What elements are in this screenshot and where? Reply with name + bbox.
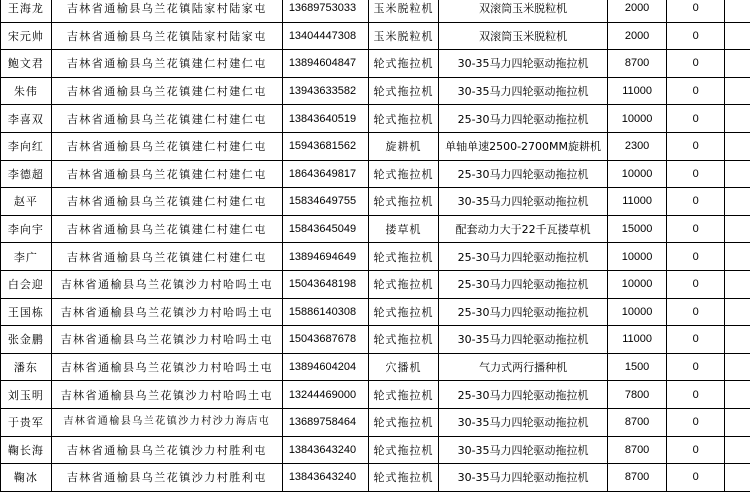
- empty-cell: [725, 270, 750, 298]
- machine-type-cell: 穴播机: [368, 353, 439, 381]
- table-row: [1, 105, 750, 133]
- empty-cell: [725, 326, 750, 354]
- farmer-name-cell: 李广: [1, 243, 52, 271]
- table-body: [1, 0, 750, 491]
- machine-type-cell: 轮式拖拉机: [368, 326, 439, 354]
- machine-model-cell: 双滚筒玉米脱粒机: [439, 22, 607, 50]
- table-row: [1, 408, 750, 436]
- machine-model-cell: 25-30马力四轮驱动拖拉机: [439, 298, 607, 326]
- address-cell: 吉林省通榆县乌兰花镇建仁村建仁屯: [51, 215, 282, 243]
- extra-cell: 0: [667, 50, 725, 78]
- machine-model-cell: 30-35马力四轮驱动拖拉机: [439, 408, 607, 436]
- table-row: [1, 215, 750, 243]
- address-cell: 吉林省通榆县乌兰花镇建仁村建仁屯: [51, 160, 282, 188]
- machine-type-cell: 轮式拖拉机: [368, 160, 439, 188]
- address-cell: 吉林省通榆县乌兰花镇建仁村建仁屯: [51, 243, 282, 271]
- phone-cell: 13894694649: [282, 243, 368, 271]
- farmer-name-cell: 李向红: [1, 132, 52, 160]
- table-row: [1, 160, 750, 188]
- machine-type-cell: 轮式拖拉机: [368, 243, 439, 271]
- extra-cell: 0: [667, 160, 725, 188]
- address-cell: 吉林省通榆县乌兰花镇沙力村哈吗土屯: [51, 381, 282, 409]
- farmer-name-cell: 李向宇: [1, 215, 52, 243]
- machine-type-cell: 旋耕机: [368, 132, 439, 160]
- amount-cell: 8700: [607, 464, 667, 492]
- phone-cell: 13894604847: [282, 50, 368, 78]
- machine-type-cell: 轮式拖拉机: [368, 105, 439, 133]
- machine-type-cell: 轮式拖拉机: [368, 381, 439, 409]
- address-cell: 吉林省通榆县乌兰花镇建仁村建仁屯: [51, 77, 282, 105]
- table-row: [1, 381, 750, 409]
- machine-type-cell: 轮式拖拉机: [368, 188, 439, 216]
- address-cell: 吉林省通榆县乌兰花镇沙力村哈吗土屯: [51, 298, 282, 326]
- address-cell: 吉林省通榆县乌兰花镇沙力村哈吗土屯: [51, 326, 282, 354]
- machine-type-cell: 轮式拖拉机: [368, 464, 439, 492]
- phone-cell: 13894604204: [282, 353, 368, 381]
- table-row: [1, 22, 750, 50]
- extra-cell: 0: [667, 298, 725, 326]
- extra-cell: 0: [667, 270, 725, 298]
- machine-model-cell: 25-30马力四轮驱动拖拉机: [439, 381, 607, 409]
- extra-cell: 0: [667, 22, 725, 50]
- phone-cell: 15043648198: [282, 270, 368, 298]
- table-row: [1, 464, 750, 492]
- extra-cell: 0: [667, 0, 725, 22]
- extra-cell: 0: [667, 215, 725, 243]
- machine-type-cell: 轮式拖拉机: [368, 50, 439, 78]
- phone-cell: 15834649755: [282, 188, 368, 216]
- machine-model-cell: 25-30马力四轮驱动拖拉机: [439, 105, 607, 133]
- table-row: [1, 298, 750, 326]
- farmer-name-cell: 鞠冰: [1, 464, 52, 492]
- phone-cell: 13689753033: [282, 0, 368, 22]
- amount-cell: 11000: [607, 326, 667, 354]
- address-cell: 吉林省通榆县乌兰花镇沙力村胜利屯: [51, 436, 282, 464]
- empty-cell: [725, 22, 750, 50]
- machine-model-cell: 25-30马力四轮驱动拖拉机: [439, 243, 607, 271]
- phone-cell: 18643649817: [282, 160, 368, 188]
- empty-cell: [725, 243, 750, 271]
- table-row: [1, 243, 750, 271]
- table-row: [1, 326, 750, 354]
- address-cell: 吉林省通榆县乌兰花镇沙力村哈吗土屯: [51, 270, 282, 298]
- machine-model-cell: 25-30马力四轮驱动拖拉机: [439, 270, 607, 298]
- machine-type-cell: 轮式拖拉机: [368, 77, 439, 105]
- machine-type-cell: 轮式拖拉机: [368, 270, 439, 298]
- address-cell: 吉林省通榆县乌兰花镇建仁村建仁屯: [51, 188, 282, 216]
- empty-cell: [725, 188, 750, 216]
- machine-type-cell: 玉米脱粒机: [368, 22, 439, 50]
- table-row: [1, 77, 750, 105]
- table-row: [1, 132, 750, 160]
- farmer-name-cell: 张金鹏: [1, 326, 52, 354]
- machine-model-cell: 30-35马力四轮驱动拖拉机: [439, 464, 607, 492]
- extra-cell: 0: [667, 436, 725, 464]
- phone-cell: 13404447308: [282, 22, 368, 50]
- address-cell: 吉林省通榆县乌兰花镇建仁村建仁屯: [51, 50, 282, 78]
- empty-cell: [725, 408, 750, 436]
- empty-cell: [725, 132, 750, 160]
- machine-model-cell: 气力式两行播种机: [439, 353, 607, 381]
- table-row: [1, 188, 750, 216]
- farmer-name-cell: 潘东: [1, 353, 52, 381]
- extra-cell: 0: [667, 188, 725, 216]
- machine-type-cell: 玉米脱粒机: [368, 0, 439, 22]
- phone-cell: 15943681562: [282, 132, 368, 160]
- machine-model-cell: 30-35马力四轮驱动拖拉机: [439, 77, 607, 105]
- phone-cell: 13943633582: [282, 77, 368, 105]
- amount-cell: 2000: [607, 0, 667, 22]
- farmer-name-cell: 宋元帅: [1, 22, 52, 50]
- empty-cell: [725, 381, 750, 409]
- machine-type-cell: 轮式拖拉机: [368, 408, 439, 436]
- extra-cell: 0: [667, 132, 725, 160]
- machine-model-cell: 配套动力大于22千瓦搂草机: [439, 215, 607, 243]
- empty-cell: [725, 0, 750, 22]
- farmer-name-cell: 赵平: [1, 188, 52, 216]
- address-cell: 吉林省通榆县乌兰花镇陆家村陆家屯: [51, 22, 282, 50]
- phone-cell: 15043687678: [282, 326, 368, 354]
- amount-cell: 10000: [607, 298, 667, 326]
- empty-cell: [725, 464, 750, 492]
- amount-cell: 10000: [607, 243, 667, 271]
- amount-cell: 1500: [607, 353, 667, 381]
- amount-cell: 8700: [607, 50, 667, 78]
- amount-cell: 11000: [607, 77, 667, 105]
- empty-cell: [725, 105, 750, 133]
- address-cell: 吉林省通榆县乌兰花镇陆家村陆家屯: [51, 0, 282, 22]
- empty-cell: [725, 77, 750, 105]
- amount-cell: 15000: [607, 215, 667, 243]
- farmer-name-cell: 鲍文君: [1, 50, 52, 78]
- table-row: [1, 50, 750, 78]
- machine-model-cell: 单轴单速2500-2700MM旋耕机: [439, 132, 607, 160]
- empty-cell: [725, 436, 750, 464]
- machine-model-cell: 30-35马力四轮驱动拖拉机: [439, 50, 607, 78]
- address-cell: 吉林省通榆县乌兰花镇建仁村建仁屯: [51, 132, 282, 160]
- farmer-name-cell: 刘玉明: [1, 381, 52, 409]
- amount-cell: 8700: [607, 408, 667, 436]
- empty-cell: [725, 298, 750, 326]
- amount-cell: 8700: [607, 436, 667, 464]
- table-row: [1, 436, 750, 464]
- farmer-name-cell: 于贵军: [1, 408, 52, 436]
- address-cell: 吉林省通榆县乌兰花镇沙力村胜利屯: [51, 464, 282, 492]
- machine-model-cell: 30-35马力四轮驱动拖拉机: [439, 326, 607, 354]
- extra-cell: 0: [667, 464, 725, 492]
- extra-cell: 0: [667, 77, 725, 105]
- machine-model-cell: 30-35马力四轮驱动拖拉机: [439, 436, 607, 464]
- farmer-name-cell: 鞠长海: [1, 436, 52, 464]
- amount-cell: 2000: [607, 22, 667, 50]
- phone-cell: 15843645049: [282, 215, 368, 243]
- empty-cell: [725, 353, 750, 381]
- phone-cell: 13244469000: [282, 381, 368, 409]
- farmer-name-cell: 李喜双: [1, 105, 52, 133]
- phone-cell: 13843643240: [282, 464, 368, 492]
- phone-cell: 13843643240: [282, 436, 368, 464]
- address-cell: 吉林省通榆县乌兰花镇沙力村沙力海店屯: [51, 408, 282, 436]
- machine-model-cell: 30-35马力四轮驱动拖拉机: [439, 188, 607, 216]
- empty-cell: [725, 215, 750, 243]
- farmer-name-cell: 朱伟: [1, 77, 52, 105]
- machine-type-cell: 轮式拖拉机: [368, 436, 439, 464]
- extra-cell: 0: [667, 408, 725, 436]
- amount-cell: 10000: [607, 160, 667, 188]
- table-row: [1, 0, 750, 22]
- amount-cell: 11000: [607, 188, 667, 216]
- address-cell: 吉林省通榆县乌兰花镇沙力村哈吗土屯: [51, 353, 282, 381]
- machine-type-cell: 轮式拖拉机: [368, 298, 439, 326]
- machine-model-cell: 双滚筒玉米脱粒机: [439, 0, 607, 22]
- amount-cell: 2300: [607, 132, 667, 160]
- farmer-name-cell: 王国栋: [1, 298, 52, 326]
- farmer-name-cell: 王海龙: [1, 0, 52, 22]
- table-row: [1, 353, 750, 381]
- machine-model-cell: 25-30马力四轮驱动拖拉机: [439, 160, 607, 188]
- phone-cell: 13689758464: [282, 408, 368, 436]
- empty-cell: [725, 50, 750, 78]
- extra-cell: 0: [667, 353, 725, 381]
- empty-cell: [725, 160, 750, 188]
- machine-type-cell: 搂草机: [368, 215, 439, 243]
- amount-cell: 10000: [607, 105, 667, 133]
- amount-cell: 10000: [607, 270, 667, 298]
- address-cell: 吉林省通榆县乌兰花镇建仁村建仁屯: [51, 105, 282, 133]
- extra-cell: 0: [667, 381, 725, 409]
- phone-cell: 13843640519: [282, 105, 368, 133]
- extra-cell: 0: [667, 326, 725, 354]
- amount-cell: 7800: [607, 381, 667, 409]
- extra-cell: 0: [667, 243, 725, 271]
- table-row: [1, 270, 750, 298]
- farmer-name-cell: 白会迎: [1, 270, 52, 298]
- farmer-name-cell: 李德超: [1, 160, 52, 188]
- phone-cell: 15886140308: [282, 298, 368, 326]
- extra-cell: 0: [667, 105, 725, 133]
